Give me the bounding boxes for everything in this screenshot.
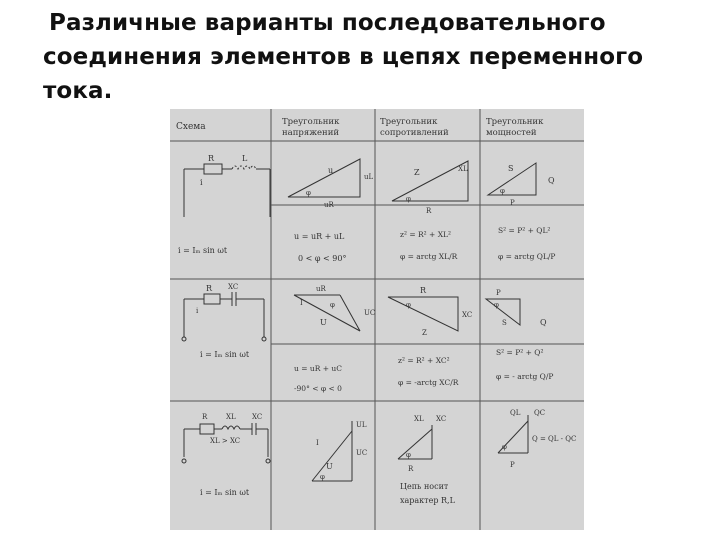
- row2-scheme-i: i: [196, 307, 199, 315]
- row2-scheme: [182, 292, 266, 341]
- circuit-table-drawing: [170, 109, 584, 530]
- row1-res-xl: XL: [458, 165, 468, 173]
- row2-pow-s: S: [502, 319, 507, 327]
- row2-volt-formula2: -90° < φ < 0: [294, 384, 342, 393]
- row1-pow-s: S: [508, 164, 514, 173]
- row2-volt-uc: UC: [364, 309, 376, 317]
- row3-volt-uc: UC: [356, 449, 368, 457]
- header-resistance-1: Треугольник: [380, 117, 438, 127]
- row1-pow-q: Q: [548, 176, 555, 185]
- row2-res-phi: φ: [406, 301, 411, 309]
- row2-pow-formula2: φ = - arctg Q/P: [496, 372, 554, 381]
- row2-pow-p: P: [496, 289, 501, 297]
- row3-res-xl: XL: [414, 415, 424, 423]
- row1-voltage-triangle: [288, 159, 360, 197]
- header-power-2: мощностей: [486, 128, 537, 138]
- row3-volt-ul: UL: [356, 421, 367, 429]
- row1-resistance-triangle: [392, 161, 468, 201]
- row1-pow-formula2: φ = arctg QL/P: [498, 252, 556, 261]
- row2-res-xc: XC: [462, 311, 473, 319]
- row2-resistance-triangle: [388, 297, 458, 331]
- row3-scheme-xc: XC: [252, 413, 263, 421]
- row2-volt-ur: uR: [316, 285, 326, 293]
- header-voltage-1: Треугольник: [282, 117, 340, 127]
- row1-scheme-i: i: [200, 178, 203, 187]
- row2-volt-u: U: [320, 318, 327, 327]
- row1-pow-p: P: [510, 199, 515, 207]
- row3-pow-qc: QC: [534, 409, 546, 417]
- row3-res-r: R: [408, 465, 414, 473]
- row2-res-z: Z: [422, 329, 427, 337]
- row3-volt-i: I: [316, 439, 319, 447]
- row3-res-note2: характер R,L: [400, 496, 455, 505]
- row3-scheme-formula: i = Iₘ sin ωt: [200, 488, 250, 497]
- row2-scheme-formula: i = Iₘ sin ωt: [200, 350, 250, 359]
- row2-scheme-r: R: [206, 284, 213, 293]
- header-power-1: Треугольник: [486, 117, 544, 127]
- row3-scheme-ineq: XL > XC: [210, 437, 241, 445]
- row1-res-phi: φ: [406, 195, 411, 203]
- header-scheme: Схема: [176, 122, 206, 132]
- row1-res-formula1: z² = R² + XL²: [400, 230, 452, 239]
- row1-volt-ur: uR: [324, 201, 334, 209]
- row1-pow-formula1: S² = P² + QL²: [498, 226, 551, 235]
- row1-scheme-r: R: [208, 154, 215, 163]
- row3-scheme-r: R: [202, 413, 208, 421]
- header-resistance-2: сопротивлений: [380, 128, 449, 138]
- row3-res-xc: XC: [436, 415, 447, 423]
- row2-pow-q: Q: [540, 318, 547, 327]
- row3-voltage-triangle: [312, 421, 352, 481]
- row2-pow-formula1: S² = P² + Q²: [496, 348, 544, 357]
- row1-scheme-l: L: [242, 154, 248, 163]
- header-voltage-2: напряжений: [282, 128, 340, 138]
- row2-volt-i: I: [300, 299, 303, 307]
- row3-pow-formula: Q = QL - QC: [532, 435, 577, 443]
- slide-title: Различные варианты последовательного соединения элементов в цепях переменного тока.: [43, 10, 644, 104]
- row3-volt-u: U: [326, 462, 333, 471]
- row1-volt-ul: uL: [364, 173, 374, 181]
- row1-volt-formula1: u = uR + uL: [294, 232, 345, 241]
- row3-res-phi: φ: [406, 451, 411, 459]
- row1-scheme-formula: i = Iₘ sin ωt: [178, 246, 228, 255]
- row1-scheme: [184, 164, 270, 217]
- row2-res-formula2: φ = -arctg XC/R: [398, 378, 459, 387]
- row2-res-formula1: z² = R² + XC²: [398, 356, 450, 365]
- row1-volt-phi: φ: [306, 189, 311, 197]
- row3-pow-ql: QL: [510, 409, 521, 417]
- row1-pow-phi: φ: [500, 187, 505, 195]
- row2-volt-formula1: u = uR + uC: [294, 364, 342, 373]
- row1-res-z: Z: [414, 168, 420, 177]
- row3-pow-phi: φ: [502, 443, 507, 451]
- row3-scheme-xl: XL: [226, 413, 236, 421]
- row1-res-r: R: [426, 207, 432, 215]
- row3-volt-phi: φ: [320, 473, 325, 481]
- row1-res-formula2: φ = arctg XL/R: [400, 252, 458, 261]
- row1-volt-formula2: 0 < φ < 90°: [298, 254, 347, 263]
- circuit-table: [170, 109, 584, 530]
- row2-voltage-triangle: [294, 295, 360, 331]
- row3-res-note1: Цепь носит: [400, 482, 449, 491]
- row3-resistance-triangle: [398, 425, 432, 459]
- row1-volt-u: u: [328, 166, 334, 175]
- row2-res-r: R: [420, 286, 427, 295]
- row2-volt-phi: φ: [330, 301, 335, 309]
- row2-pow-phi: φ: [494, 301, 499, 309]
- row3-pow-p: P: [510, 461, 515, 469]
- row2-scheme-c: XC: [228, 283, 239, 291]
